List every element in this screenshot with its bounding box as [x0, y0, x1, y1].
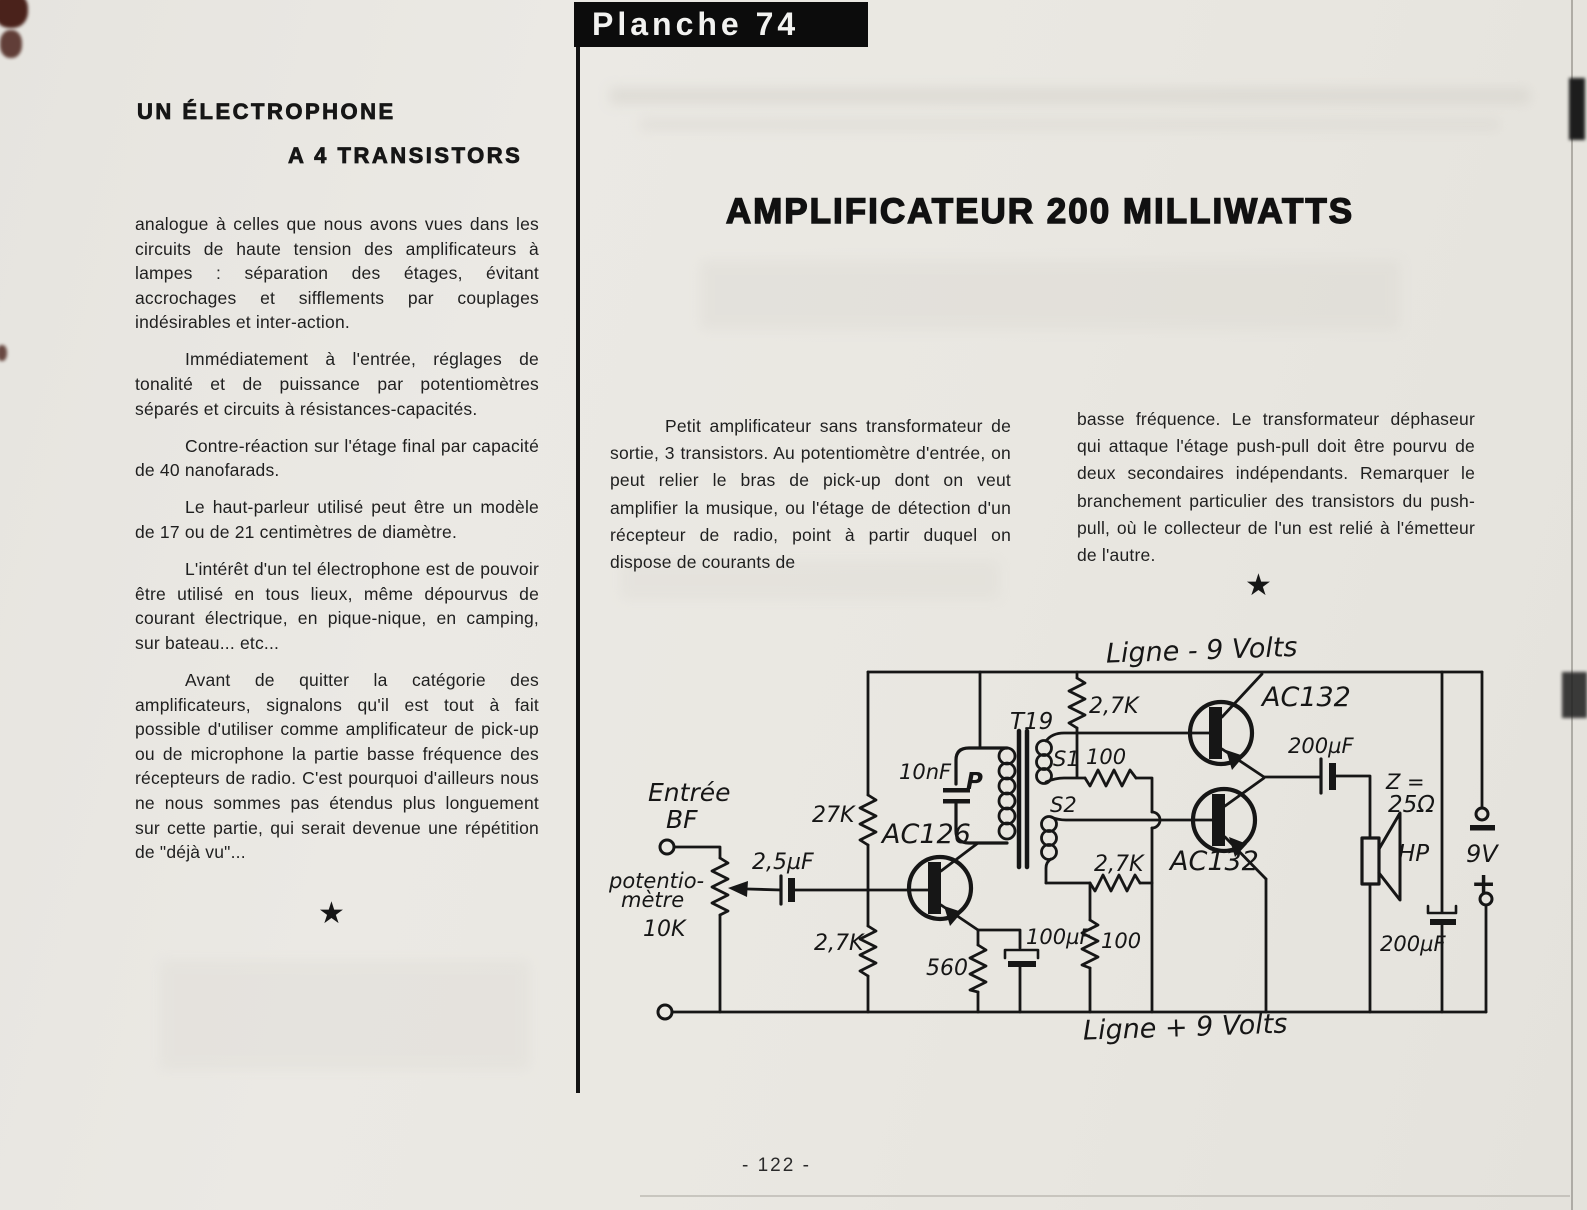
r-560-label: 560: [926, 956, 968, 981]
paragraph: L'intérêt d'un tel électrophone est de pouvoir être utilisé en tous lieux, même dépourvus de courant électrique, en pique-nique, en camping, sur bateau... etc...: [135, 559, 539, 653]
t-pp-bottom-label: AC132: [1170, 846, 1259, 877]
cap-emitter-label: 100µF: [1026, 925, 1092, 949]
section-star: ★: [318, 896, 345, 931]
r-100b-label: 100: [1101, 929, 1142, 953]
speaker-label: HP: [1398, 841, 1430, 867]
pot-label-line2: mètre: [621, 888, 685, 912]
page-edge-shadow: [1562, 672, 1587, 718]
left-title-line1: UN ÉLECTROPHONE: [137, 99, 396, 124]
paragraph: analogue à celles que nous avons vues dans les circuits de haute tension des amplificateurs à lampes : séparation des étages, évitant accrochages et sifflements par couplages indésirables et inter-action.: [135, 214, 539, 333]
section-star: ★: [1245, 568, 1272, 603]
plate-banner-label: Planche 74: [592, 6, 800, 42]
r-bias-top-label: 27K: [812, 803, 855, 828]
page-number: - 122 -: [742, 1155, 811, 1176]
rail-top-label: Ligne - 9 Volts: [1105, 631, 1298, 670]
battery-plus-label: +: [1471, 867, 1497, 902]
impedance-line2-label: 25Ω: [1388, 792, 1435, 818]
cap-out-label: 200µF: [1288, 734, 1354, 758]
paragraph: Le haut-parleur utilisé peut être un modèle de 17 ou de 21 centimètres de diamètre.: [135, 497, 539, 543]
left-column-text: [135, 212, 539, 877]
paragraph: Immédiatement à l'entrée, réglages de tonalité et de puissance par potentiomètres séparés et circuits à résistances-capacités.: [135, 349, 539, 419]
cap-feedback-label: 10nF: [899, 760, 952, 784]
left-title-line2: A 4 TRANSISTORS: [288, 143, 523, 168]
main-title: AMPLIFICATEUR 200 MILLIWATTS: [725, 192, 1355, 231]
intro-column-1: Petit amplificateur sans transformateur de sortie, 3 transistors. Au potentiomètre d'entrée, on peut relier le bras de pick-up dont on veut amplifier la musique, ou l'étage de détection d'un récepteur de radio, point à partir duquel on dispose de courants de: [610, 416, 1011, 573]
plate-banner: [574, 2, 868, 47]
pot-label-line1: potentio-: [609, 869, 705, 893]
paragraph: Avant de quitter la catégorie des amplificateurs, signalons qu'il est tout à fait possible d'utiliser comme amplificateur de pick-up ou de microphone la partie basse fréquence des récepteurs de radio. C'est pourquoi d'ailleurs nous ne nous sommes pas étendus plus longuement sur cette partie, qui serait devenue une répétition de "déjà vu"...: [135, 670, 539, 863]
page-edge-line: [1571, 0, 1573, 1210]
bottom-edge-line: [640, 1195, 1570, 1197]
amplifier-schematic: [600, 615, 1500, 1055]
battery-label: 9V: [1466, 840, 1498, 868]
t-pp-top-label: AC132: [1262, 682, 1351, 713]
t-driver-label: AC126: [882, 819, 971, 850]
r-s1-label: 100: [1086, 745, 1127, 769]
page-edge-shadow: [1569, 78, 1585, 140]
cap-supply-label: 200µF: [1380, 932, 1446, 956]
transformer-label: T19: [1010, 709, 1054, 735]
bleed-through-artifact: [640, 118, 1500, 131]
scan-mark: [0, 30, 22, 58]
input-label-line1: Entrée: [648, 778, 731, 807]
schematic-wiring: [658, 672, 1495, 1019]
column-divider: [576, 47, 580, 1093]
primary-label: P: [966, 769, 983, 795]
paragraph: Contre-réaction sur l'étage final par capacité de 40 nanofarads.: [135, 435, 539, 481]
r-pp-label: 2,7K: [1094, 852, 1144, 877]
bleed-through-artifact: [160, 960, 530, 1070]
input-label-line2: BF: [666, 805, 698, 834]
rail-bottom-label: Ligne + 9 Volts: [1082, 1008, 1288, 1047]
r-top-label: 2,7K: [1089, 694, 1139, 719]
bleed-through-artifact: [610, 88, 1530, 104]
sec1-label: S1: [1053, 747, 1080, 771]
cap-input-label: 2,5µF: [752, 850, 814, 875]
sec2-label: S2: [1050, 793, 1077, 817]
r-bias-bottom-label: 2,7K: [814, 931, 864, 956]
impedance-line1-label: Z =: [1386, 770, 1425, 794]
intro-column-2: basse fréquence. Le transformateur déphaseur qui attaque l'étage push-pull doit être pourvu de deux secondaires indépendants. Remarquer le branchement particulier des transistors du push-pull, où le collecteur de l'un est relié à l'émetteur de l'autre.: [1077, 409, 1475, 566]
bleed-through-artifact: [700, 260, 1400, 330]
pot-value-label: 10K: [643, 917, 686, 942]
